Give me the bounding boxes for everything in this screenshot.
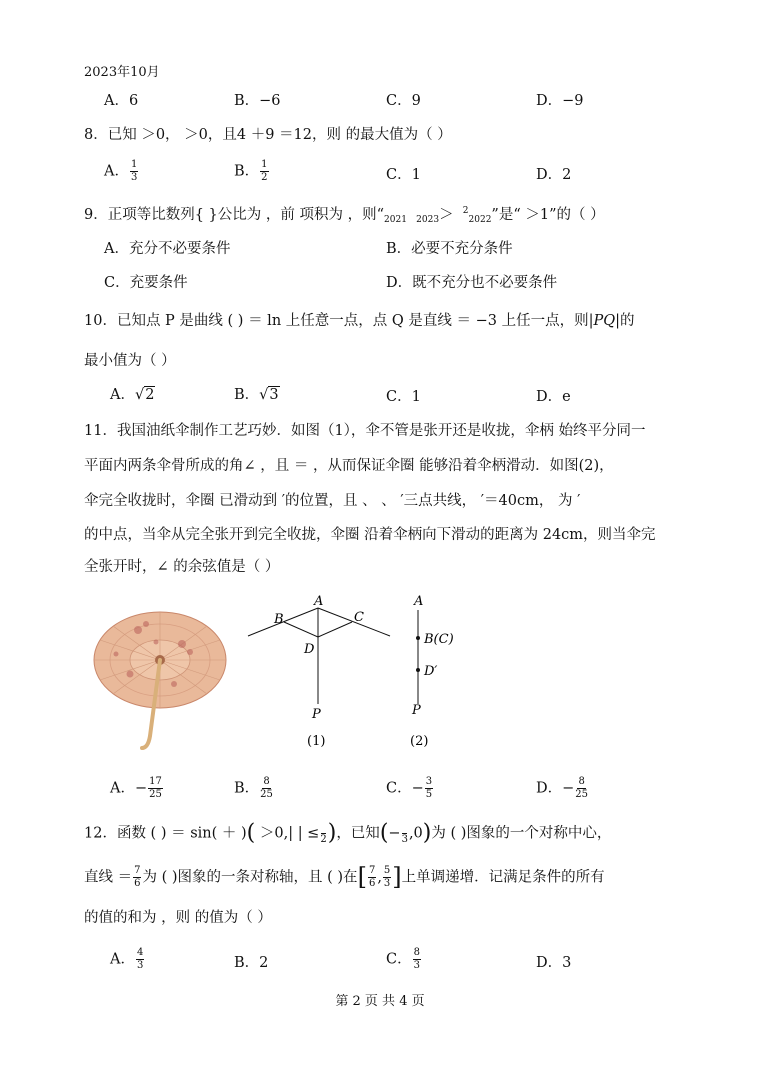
num: 8 (413, 947, 420, 958)
umbrella-photo (86, 604, 236, 764)
q10-option-b[interactable] (234, 388, 280, 403)
q9-stem-b: ”是“ ＞1”的（ ） (491, 207, 605, 223)
num (321, 822, 326, 834)
num: 8 (578, 776, 585, 787)
q8-option-d[interactable]: D．2 (536, 167, 572, 183)
den: 6 (134, 878, 141, 889)
q8-option-c[interactable]: C．1 (386, 167, 421, 183)
fig2-label-a: A (414, 594, 424, 609)
q11-b-fraction (260, 777, 273, 800)
q8-b-label: B． (234, 163, 260, 180)
q9-sup: 2 (462, 206, 469, 216)
q10-line2: 最小值为（ ） (84, 353, 176, 369)
paren-close: ) (422, 820, 432, 846)
q12-s2: ，已知 (336, 825, 380, 842)
num: 1 (130, 159, 138, 170)
q9-stem-a: 9．正项等比数列{ }公比为 ，前 项积为 ，则“ (84, 207, 385, 223)
point-bc (416, 636, 420, 640)
q7-option-b[interactable]: B．−6 (234, 93, 281, 109)
fig1-caption: (1) (307, 734, 326, 749)
fig1-label-p: P (312, 707, 321, 722)
q9-gt: ＞ (439, 207, 454, 223)
q12-pt-fraction (402, 822, 408, 845)
page-footer: 第 2 页 共 4 页 (335, 994, 425, 1009)
q9-option-a[interactable]: A．充分不必要条件 (104, 241, 231, 257)
q10-a-sqrt: √2 (134, 387, 155, 403)
den: 3 (401, 834, 408, 845)
q11-d-fraction (575, 777, 588, 800)
q12-pt-b: ,0 (408, 825, 423, 842)
q10-stem-a: 10．已知点 P 是曲线 ( ) ＝ ln 上任意一点，点 Q 是直线 ＝ −3 上任一点，则 (84, 313, 589, 329)
den: 25 (575, 789, 589, 800)
q12-option-a[interactable] (110, 948, 145, 971)
den: 3 (413, 960, 420, 971)
den: 6 (368, 878, 376, 889)
den: 2 (261, 172, 268, 183)
num (402, 822, 407, 834)
fig1-label-d: D (304, 642, 315, 657)
fig2-caption: (2) (410, 734, 429, 749)
q8-b-fraction (260, 160, 268, 183)
q12-stem (84, 822, 611, 845)
q9-sub1: 2021 (384, 215, 407, 225)
q12-iv2-fraction (383, 866, 391, 889)
q11-line4: 的中点，当伞从完全张开到完全收拢，伞圈 沿着伞柄向下滑动的距离为 24cm，则当伞完 (84, 527, 656, 543)
figure-2-diagram (404, 592, 474, 758)
q12-a-fraction (136, 948, 144, 971)
q11-line3: 伞完全收拢时，伞圈 已滑动到 ′的位置，且 、 、 ′三点共线， ′＝40cm， 为 ′ (84, 493, 581, 509)
bracket-open: [ (357, 862, 367, 891)
q12-l2-fraction (133, 866, 141, 889)
q12-iv1-fraction (368, 866, 376, 889)
num: 3 (425, 776, 433, 787)
q11-option-c[interactable] (386, 777, 434, 800)
q11-line5: 全张开时，∠ 的余弦值是（ ） (84, 559, 280, 575)
q11-option-b[interactable] (234, 777, 274, 800)
num: 8 (263, 776, 270, 787)
q10-option-c[interactable]: C．1 (386, 389, 421, 405)
q11-d-label: D．− (536, 780, 575, 797)
q7-option-d[interactable]: D．−9 (536, 93, 584, 109)
q10-option-a[interactable] (110, 388, 155, 403)
num: 1 (261, 159, 268, 170)
q8-option-b[interactable] (234, 160, 270, 183)
figure-1-diagram (244, 592, 394, 758)
q11-c-fraction (425, 777, 433, 800)
num: 7 (368, 865, 376, 876)
fig2-label-d: D′ (424, 664, 438, 679)
stretcher-left (284, 622, 318, 637)
paren-open: ( (379, 820, 389, 846)
q12-cond-a: ＞0,| | ≤ (255, 825, 320, 842)
q10-a-label: A． (110, 387, 135, 403)
q12-l2b: 为 ( )图象的一条对称轴，且 ( )在 (142, 869, 358, 886)
q12-a-label: A． (110, 951, 135, 968)
q11-line2: 平面内两条伞骨所成的角∠ ，且 ＝ ，从而保证伞圈 能够沿着伞柄滑动．如图(2)， (84, 458, 614, 474)
q12-s3: 为 ( )图象的一个对称中心， (431, 825, 612, 842)
q10-b-label: B． (234, 387, 260, 403)
num: 17 (149, 776, 162, 787)
q10-stem (84, 314, 635, 329)
den: 3 (130, 172, 138, 183)
q10-pq: |PQ| (588, 313, 620, 329)
q11-line1: 11．我国油纸伞制作工艺巧妙．如图（1），伞不管是张开还是收拢，伞柄 始终平分同一 (84, 423, 646, 439)
num: 7 (134, 865, 141, 876)
q8-a-label: A． (104, 163, 129, 180)
q8-stem: 8．已知 ＞0， ＞0，且4 ＋9 ＝12，则 的最大值为（ ） (84, 127, 452, 143)
stretcher-right (318, 622, 352, 637)
q12-option-d[interactable]: D．3 (536, 955, 572, 971)
bracket-close: ] (392, 862, 402, 891)
q12-cond-fraction (320, 822, 326, 845)
q11-b-label: B． (234, 780, 260, 797)
q11-a-fraction (148, 777, 163, 800)
den: 3 (136, 960, 144, 971)
q10-option-d[interactable]: D．e (536, 389, 571, 405)
q12-line2: 直线 ＝ $\frac{7}{6}$ 为 ( )图象的一条对称轴，且 ( )在[ $\frac{7}{6}$ , $\frac{5}{3}$ ]上单调递增．记满足条件的所有 (84, 862, 605, 891)
q12-option-c[interactable] (386, 948, 422, 971)
den: 2 (320, 834, 327, 845)
den: 25 (149, 789, 162, 800)
den: 5 (425, 789, 433, 800)
fig1-label-b: B (274, 612, 284, 627)
q11-c-label: C．− (386, 780, 424, 797)
q12-l2c: 上单调递增．记满足条件的所有 (401, 869, 605, 886)
q12-s1: 12．函数 ( ) ＝ sin( ＋ ) (84, 825, 247, 842)
q9-option-d[interactable]: D．既不充分也不必要条件 (386, 275, 558, 291)
q9-option-c[interactable]: C．充要条件 (104, 275, 188, 291)
q12-pt-a: − (388, 825, 401, 842)
q9-sub2: 2023 (416, 215, 440, 225)
q8-option-a[interactable] (104, 160, 139, 183)
q9-sub3: 2022 (468, 215, 492, 225)
q12-line3: 的值的和为 ，则 的值为（ ） (84, 910, 272, 926)
point-d-prime (416, 668, 420, 672)
q11-option-d[interactable] (536, 777, 589, 800)
rad: 2 (145, 387, 155, 403)
rad: 3 (269, 387, 279, 403)
paren-open: ( (246, 820, 256, 846)
q11-option-a[interactable] (110, 777, 164, 800)
fig1-label-c: C (354, 610, 364, 625)
q11-a-label: A．− (110, 780, 148, 797)
q9-option-b[interactable]: B．必要不充分条件 (386, 241, 513, 257)
header-date: 2023年10月 (84, 65, 160, 80)
q7-option-c[interactable]: C．9 (386, 93, 421, 109)
q10-b-sqrt: √3 (259, 387, 279, 403)
den: 25 (260, 789, 273, 800)
paren-close: ) (327, 820, 337, 846)
q12-l2a: 直线 ＝ (84, 869, 133, 886)
q12-c-label: C． (386, 951, 412, 968)
den: 3 (383, 878, 391, 889)
q8-a-fraction (130, 160, 138, 183)
num: 5 (383, 865, 391, 876)
q12-c-fraction (413, 948, 421, 971)
q12-option-b[interactable]: B．2 (234, 955, 269, 971)
fig2-label-p: P (412, 703, 421, 718)
q7-option-a[interactable]: A．6 (104, 93, 139, 109)
num: 4 (136, 947, 144, 958)
fig2-label-bc: B(C) (424, 632, 454, 647)
q9-stem (84, 207, 605, 225)
fig1-label-a: A (314, 594, 324, 609)
q10-stem-b: 的 (620, 313, 635, 329)
